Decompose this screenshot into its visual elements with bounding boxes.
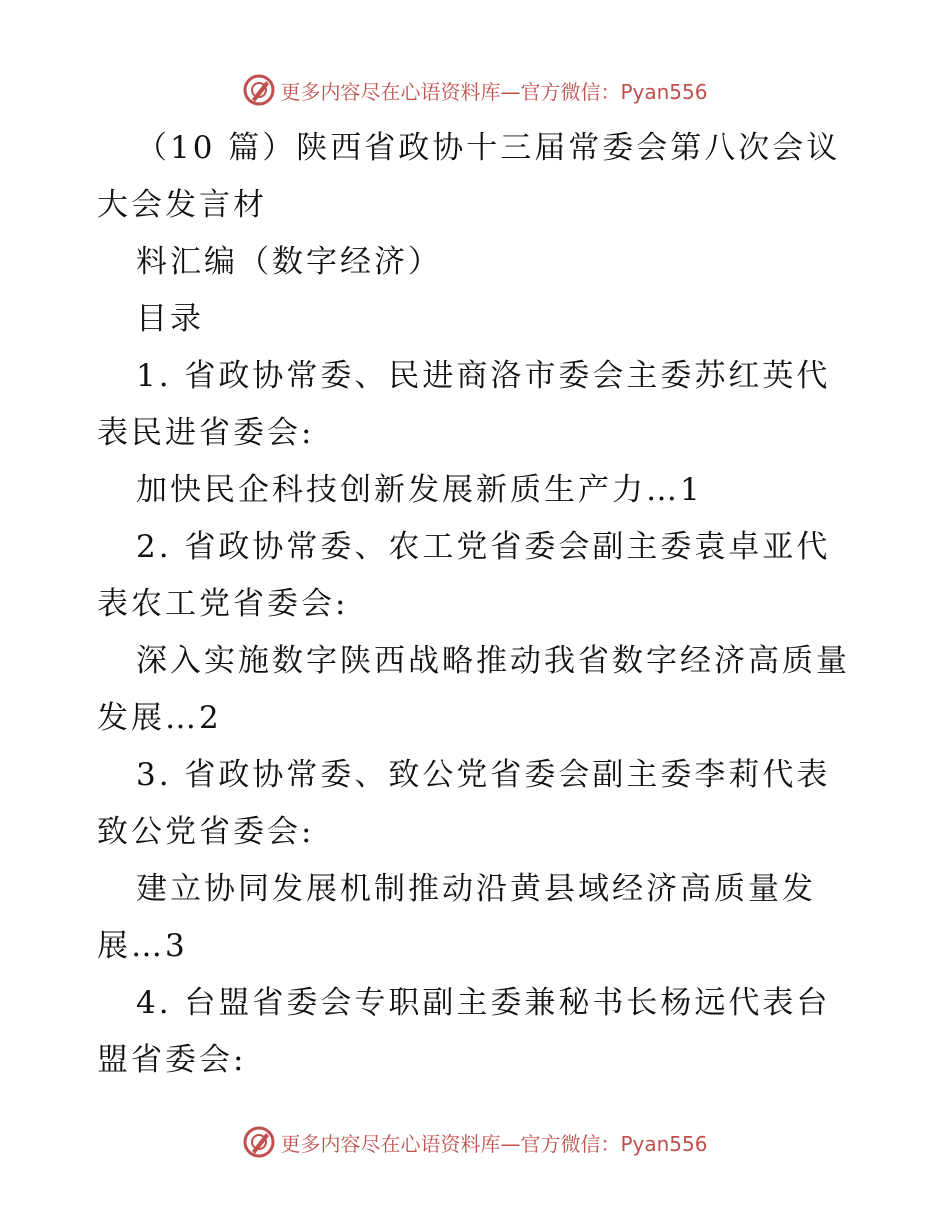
text-line: 表民进省委会: xyxy=(97,415,315,451)
text-line: 发展…2 xyxy=(97,700,222,736)
pen-logo-icon xyxy=(242,73,276,107)
pen-logo-icon xyxy=(242,1125,276,1159)
text-line: 盟省委会: xyxy=(97,1042,247,1078)
footer-watermark xyxy=(0,1122,950,1162)
text-line: 深入实施数字陕西战略推动我省数字经济高质量 xyxy=(136,643,850,679)
text-line: 1. 省政协常委、民进商洛市委会主委苏红英代 xyxy=(136,358,831,394)
document-body xyxy=(97,120,857,1089)
text-line: 加快民企科技创新发展新质生产力…1 xyxy=(136,472,703,508)
text-line: 料汇编（数字经济） xyxy=(136,244,442,280)
text-line: 建立协同发展机制推动沿黄县域经济高质量发 xyxy=(136,871,816,907)
text-line: 致公党省委会: xyxy=(97,814,315,850)
text-line: 目录 xyxy=(136,301,204,337)
text-line: 表农工党省委会: xyxy=(97,586,349,622)
text-line: （10 篇）陕西省政协十三届常委会第八次会议 xyxy=(136,130,841,166)
watermark-text: 更多内容尽在心语资料库—官方微信：Pyan556 xyxy=(280,79,708,104)
text-line: 大会发言材 xyxy=(97,187,267,223)
text-line: 4. 台盟省委会专职副主委兼秘书长杨远代表台 xyxy=(136,985,831,1021)
header-watermark xyxy=(0,70,950,110)
watermark-text: 更多内容尽在心语资料库—官方微信：Pyan556 xyxy=(280,1131,708,1156)
text-line: 展…3 xyxy=(97,928,188,964)
text-line: 3. 省政协常委、致公党省委会副主委李莉代表 xyxy=(136,757,831,793)
text-line: 2. 省政协常委、农工党省委会副主委袁卓亚代 xyxy=(136,529,831,565)
